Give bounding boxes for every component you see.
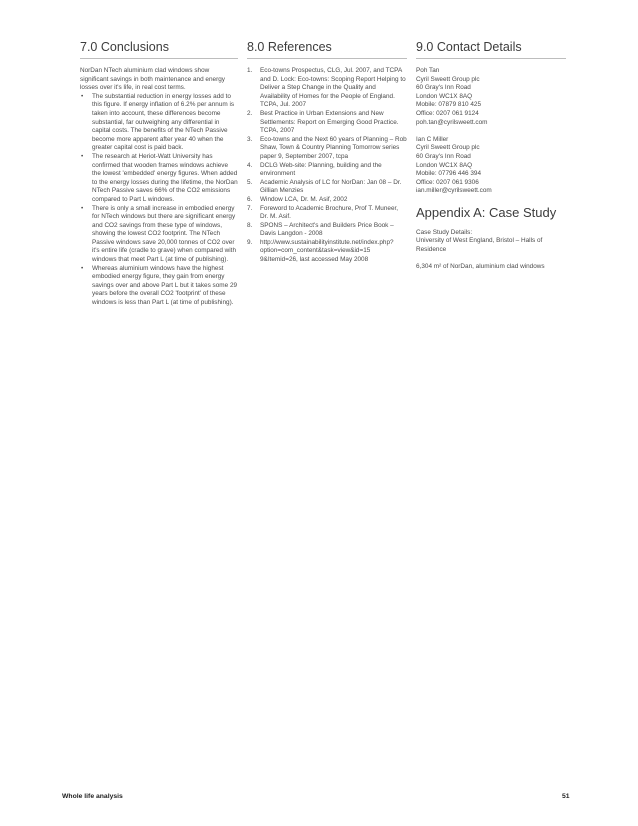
reference-number: 4. [247,161,253,169]
reference-text: Academic Analysis of LC for NorDan: Jan 08 – Dr. Gillian Menzies [260,178,402,195]
contact-mobile: Mobile: 07796 446 394 [416,170,482,178]
references-heading: 8.0 References [247,40,407,59]
conclusions-heading: 7.0 Conclusions [80,40,238,59]
reference-number: 9. [247,238,253,246]
reference-text: Eco-towns and the Next 60 years of Planning – Rob Shaw, Town & Country Planning Tomorrow series paper 9, September 2007, tcpa [260,135,407,160]
reference-item [247,222,407,239]
case-study-area: 6,304 m² of NorDan, aluminium clad windows [416,262,545,270]
case-study-details: University of West England, Bristol – Halls of Residence [416,237,543,253]
reference-text: Eco-towns Prospectus, CLG, Jul. 2007, and TCPA and D. Lock: Eco-towns: Scoping Report Helping to Deliver a Step Change in the Quality and Availability of Homes for the People of England. TCPA, Jul. 2007 [260,67,406,109]
reference-item [247,67,407,110]
reference-number: 7. [247,204,253,212]
contact-office: Office: 0207 061 9306 [416,178,479,186]
contact-company: Cyril Sweett Group plc [416,75,480,83]
references-list [247,67,407,265]
contact-company: Cyril Sweett Group plc [416,144,480,152]
reference-text: Window LCA, Dr. M. Asif, 2002 [260,195,348,203]
reference-number: 1. [247,67,253,74]
reference-number: 8. [247,221,253,229]
reference-item [247,205,407,222]
bullet-item [80,93,238,153]
contact-address-line: 60 Gray's Inn Road [416,152,471,160]
footer-title: Whole life analysis [62,793,123,800]
bullet-dot-icon: • [81,264,84,272]
contact-mobile: Mobile: 07879 810 425 [416,101,482,109]
case-study-label: Case Study Details: [416,228,473,236]
reference-number: 2. [247,109,253,117]
reference-item [247,179,407,196]
reference-item [247,136,407,162]
page-number: 51 [562,793,570,800]
reference-item [247,196,407,205]
contact-office: Office: 0207 061 9124 [416,109,479,117]
contact-section [416,40,566,271]
reference-text: DCLG Web-site: Planning, building and the environment [260,161,382,178]
contact-heading: 9.0 Contact Details [416,40,566,59]
references-section [247,40,407,265]
reference-number: 6. [247,195,253,203]
contact-email: ian.miller@cyrilsweett.com [416,187,492,195]
bullet-dot-icon: • [81,152,84,160]
reference-text: Best Practice in Urban Extensions and New Settlements: Report on Emerging Good Practice. TCPA, 2007 [260,109,399,135]
conclusions-intro: NorDan NTech aluminium clad windows show significant savings in both maintenance and energy losses over it's life, in real cost terms. [80,67,225,92]
reference-text: http://www.sustainabilityinstitute.net/index.php?option=com_content&task=view&id=15 9&Itemid=26, last accessed May 2008 [260,238,394,264]
reference-text: Foreword to Academic Brochure, Prof T. Muneer, Dr. M. Asif. [260,204,399,221]
contact-address-line: London WC1X 8AQ [416,161,473,169]
bullet-text: The research at Heriot-Watt University has confirmed that wooden frames windows achieve the lowest 'embedded' energy figures. When added to the energy losses during the lifetime, the NorDan NTech Passive saves 66% of the CO2 emissions compared to Part L windows. [92,152,238,203]
spacer [416,254,566,263]
reference-text: SPONS – Architect's and Builders Price Book – Davis Langdon - 2008 [260,221,394,238]
conclusions-section [80,40,238,308]
bullet-text: There is only a small increase in embodied energy for NTech windows but there are significant energy and CO2 savings from these type of windows, showing the lowest CO2 footprint. The NTech Passive windows save 20,000 tonnes of CO2 over it's entire life (cradle to grave) when compared with windows that meet Part L (at time of publishing). [92,204,237,264]
contact-name: Poh Tan [416,67,440,74]
bullet-item [80,153,238,205]
reference-item [247,239,407,265]
reference-number: 3. [247,135,253,143]
contact-name: Ian C Miller [416,135,449,143]
contact-card [416,136,566,196]
contact-address-line: 60 Gray's Inn Road [416,84,471,92]
bullet-dot-icon: • [81,92,84,100]
contact-email: poh.tan@cyrilsweett.com [416,118,488,126]
conclusions-bullet-list [80,93,238,308]
bullet-dot-icon: • [81,204,84,212]
contact-card [416,67,566,127]
bullet-text: Whereas aluminium windows have the highest embodied energy figure, they gain from energy savings over and above Part L but it takes some 29 years before the overall CO2 'footprint' of these windows is less than Part L (at time of publishing). [92,264,238,307]
bullet-item [80,205,238,265]
contact-address-line: London WC1X 8AQ [416,92,473,100]
bullet-text: The substantial reduction in energy losses add to this figure. If energy inflation of 6.2% per annum is taken into account, these differences become substantial, far outweighing any differential in capital costs. The benefits of the NTech Passive become more apparent after year 40 when the greater capital cost is paid back. [92,92,235,152]
reference-item [247,110,407,136]
reference-number: 5. [247,178,253,186]
appendix-heading: Appendix A: Case Study [416,204,557,220]
bullet-item [80,265,238,308]
reference-item [247,162,407,179]
